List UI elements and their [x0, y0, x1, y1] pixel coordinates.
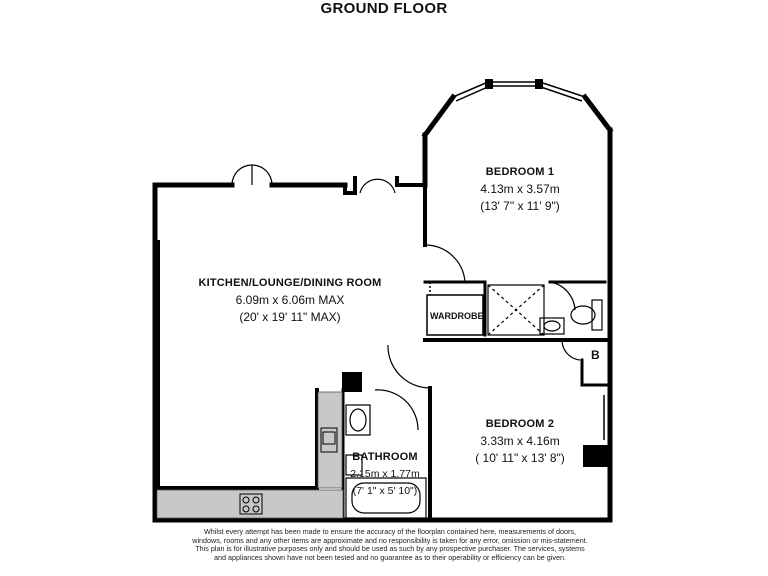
door-bathroom-arc	[375, 390, 418, 430]
bedroom1-metric: 4.13m x 3.57m	[480, 182, 560, 196]
wall-kitchen-bathroom	[155, 390, 317, 488]
bedroom1-imperial: (13' 7" x 11' 9")	[480, 199, 560, 213]
bedroom2-metric: 3.33m x 4.16m	[480, 434, 560, 448]
bathroom-name: BATHROOM	[352, 451, 418, 463]
bedroom2-imperial: ( 10' 11" x 13' 8")	[475, 451, 565, 465]
wall-bay-left	[425, 97, 453, 135]
bathroom-label	[340, 449, 430, 500]
bathroom-basin	[346, 405, 370, 435]
bathroom-metric: 2.15m x 1.77m	[350, 468, 420, 480]
kitchen-name: KITCHEN/LOUNGE/DINING ROOM	[198, 277, 382, 289]
wall-kitchen-top-right2	[397, 178, 425, 185]
kitchen-metric: 6.09m x 6.06m MAX	[235, 293, 345, 307]
wardrobe	[427, 282, 483, 335]
wall-boiler	[582, 360, 610, 385]
ensuite-toilet	[571, 300, 602, 330]
wall-bay-right	[585, 97, 610, 130]
bathroom-imperial: (7' 1" x 5' 10")	[352, 485, 418, 497]
bedroom1-label	[455, 164, 585, 215]
disclaimer-text: Whilst every attempt has been made to ensure the accuracy of the floorplan contained here, measurements of doors, windows, rooms and any other items are approximate and no responsibility is taken for any error, omission or mis-statement. This plan is for illustrative purposes only and should be used as such by any prospective purchaser. The services, systems and appliances shown have not been tested and no guarantee as to their operability or efficiency can be given.	[192, 527, 588, 562]
kitchen-window-west	[153, 240, 160, 500]
kitchen-imperial: (20' x 19' 11" MAX)	[239, 310, 341, 324]
bedroom2-label	[455, 416, 585, 467]
door-bedroom1-arc	[425, 245, 465, 282]
bedroom1-name: BEDROOM 1	[485, 166, 555, 178]
door-ensuite-arc	[550, 282, 575, 310]
door-cupboard-arc	[562, 340, 580, 360]
boiler-label: B	[591, 348, 600, 362]
shower-tray	[488, 285, 544, 335]
wall-bedroom1-inner	[425, 282, 485, 335]
wardrobe-label: WARDROBE	[430, 311, 484, 321]
door-bedroom2-arc	[388, 345, 430, 388]
kitchen-label	[185, 275, 395, 326]
window-pier-right	[535, 79, 543, 89]
bedroom2-chimney	[583, 445, 609, 467]
door-secondary-arc	[360, 179, 395, 193]
bedroom2-name: BEDROOM 2	[485, 418, 555, 430]
wall-kitchen-top-right	[345, 178, 355, 193]
bay-window	[453, 82, 585, 101]
floor-title: GROUND FLOOR	[320, 0, 448, 17]
window-pier-left	[485, 79, 493, 89]
bathroom-chimney	[342, 372, 362, 392]
